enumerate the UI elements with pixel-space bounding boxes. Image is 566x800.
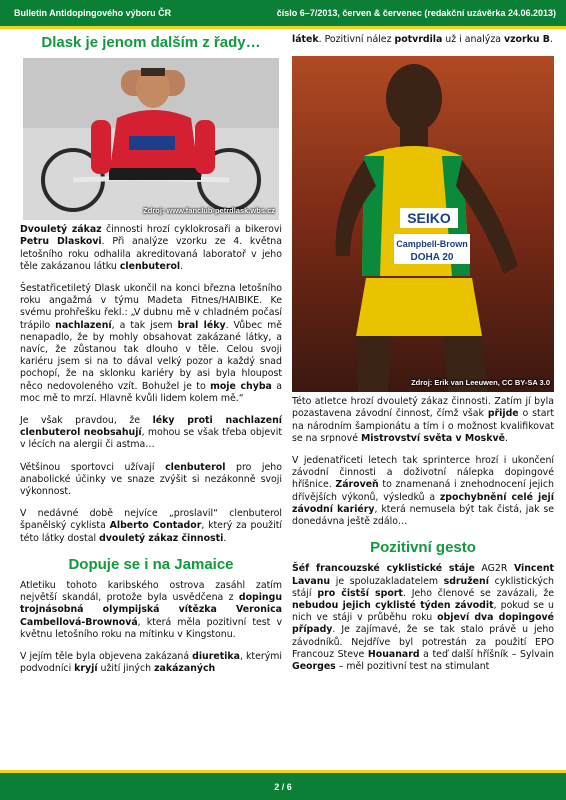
paragraph: Této atletce hrozí dvouletý zákaz činnosti. Zatím jí byla pozastavena závodní činnost, čímž však přijde o start na národním šampionátu a tím i o možnost kvalifikovat se na srpnové Mistrovství světa v Moskvě. [292, 396, 554, 444]
cyclist-photo [23, 58, 279, 220]
paragraph: Většinou sportovci užívají clenbuterol pro jeho anabolické účinky ve snaze zvýšit si nezákonně svoji výkonnost. [20, 461, 282, 498]
paragraph: Šestatřicetiletý Dlask ukončil na konci března letošního roku angažmá v týmu Madeta Fitnes/HAIBIKE. Ke svému prohřešku řekl.: „V dubnu mě v chladném počasí trápilo nachlazení, a tak jsem bral léky. Vůbec mě nenapadlo, že by mohly obsahovat zakázané látky, a navíc, že zůstanou tak dlouho v těle. Celou svoji kariéru jsem si na to dával velký pozor a každý snad pochopí, že na sklonku kariéry by asi byla hloupost něco nedovoleného vzít. Bohužel je to moje chyba a moc mě to mrzí. Hlavně kvůli lidem kolem mě.“ [20, 283, 283, 404]
issue-info: číslo 6–7/2013, červen & červenec (redakční uzávěrka 24.06.2013) [276, 8, 556, 18]
bulletin-title: Bulletin Antidopingového výboru ČR [14, 8, 172, 18]
paragraph: V jedenatřiceti letech tak sprinterce hrozí i ukončení závodní činnosti a doživotní nálepka dopingové hříšnice. Zároveň to znamenaná i znehodnocení jejich dřívějších výkonů, výsledků a zpochybnění celé její závodní kariéry, která nemusela být tak čistá, jak se donedávna ještě zdálo… [292, 455, 554, 528]
sprinter-photo [292, 56, 554, 392]
seiko-logo: SEIKO [407, 210, 451, 227]
left-column [20, 34, 282, 686]
photo-credit: Zdroj: www.fanclub-petrdlask.wbs.cz [143, 206, 275, 215]
header-bar [0, 0, 566, 26]
page-number: 2 / 6 [274, 781, 292, 792]
bib-name: Campbell-Brown [396, 239, 468, 250]
paragraph: Atletiku tohoto karibského ostrova zasáhl zatím největší skandál, protože byla usvědčena z dopingu trojnásobná olympijská vítězka Veronica Cambellová-Brownová, která měla pozitivní test v květnu letošního roku na mítinku v Kingstonu. [20, 580, 282, 640]
article-title-jamaica: Dopuje se i na Jamaice [68, 555, 234, 573]
article-title-dlask: Dlask je jenom dalším z řady… [41, 34, 261, 51]
right-column [292, 34, 554, 683]
article-title-positive: Pozitivní gesto [370, 539, 476, 557]
paragraph: Šéf francouzské cyklistické stáje AG2R Vincent Lavanu je spoluzakladatelem sdružení cyklistických stájí pro čistší sport. Jeho členové se zavázali, že nebudou jejich cyklisté týden závodit, pokud se u nich ve stáji v průběhu roku objeví dva dopingové případy. Je zajímavé, že se tak stalo právě u jeho závodníků. Nejdříve byl potrestán za použití EPO Francouz Steve Houanard a teď další hříšník – Sylvain Georges – měl pozitivní test na stimulant [292, 563, 555, 673]
footer-bar [0, 773, 566, 800]
paragraph: V nedávné době nejvíce „proslavil“ clenbuterol španělský cyklista Alberto Contador, který za použití této látky dostal dvouletý zákaz činnosti. [20, 508, 282, 544]
paragraph: V jejím těle byla objevena zakázaná diuretika, kterými podvodníci kryjí užití jiných zakázaných [20, 651, 282, 675]
paragraph: Dvouletý zákaz činnosti hrozí cyklokrosaři a bikerovi Petru Dlaskovi. Při analýze vzorku ze 4. května letošního roku odhalila akreditovaná laboratoř v jeho těle zakázanou látku clenbuterol. [20, 224, 282, 272]
header-stripe [0, 26, 566, 29]
paragraph: Je však pravdou, že léky proti nachlazení clenbuterol neobsahují, mohou se však třeba objevit v lécích na alergii či astma… [20, 415, 282, 451]
paragraph: látek. Pozitivní nález potvrdila už i analýza vzorku B. [292, 34, 553, 45]
photo-credit: Zdroj: Erik van Leeuwen, CC BY-SA 3.0 [411, 378, 550, 387]
bib-city: DOHA 20 [410, 252, 454, 264]
